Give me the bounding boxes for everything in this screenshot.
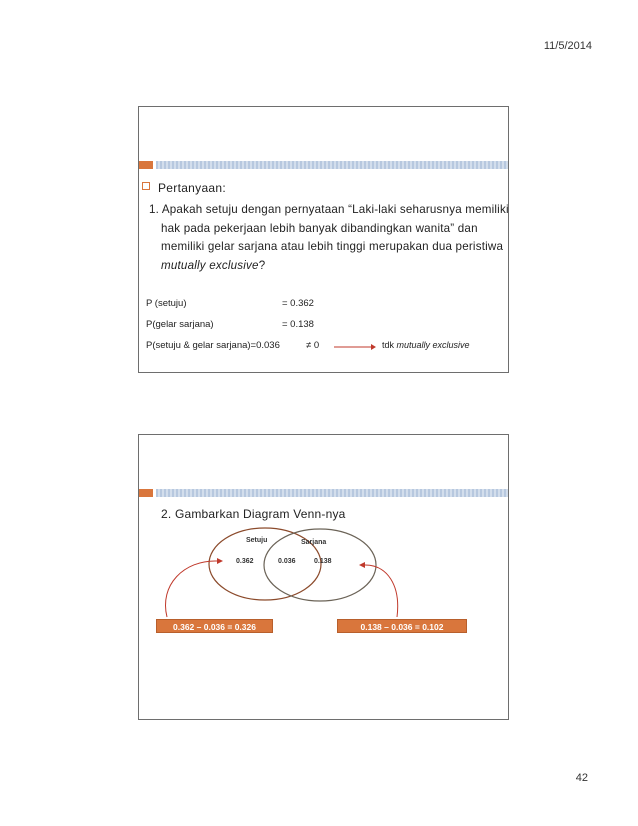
slide-2-title: 2. Gambarkan Diagram Venn-nya — [161, 507, 346, 521]
curved-arrow-right — [365, 565, 398, 617]
slide-1 — [138, 106, 509, 373]
arrow-right-icon — [334, 343, 376, 351]
question-suffix: ? — [258, 258, 266, 272]
probability-row-setuju — [146, 298, 314, 309]
bar-accent-blue — [156, 161, 508, 169]
arrowhead-left-icon — [217, 558, 223, 564]
slide-2 — [138, 434, 509, 720]
prob-value: = 0.362 — [282, 298, 314, 309]
venn-label-sarjana: Sarjana — [301, 539, 327, 546]
prob-label: P(setuju & gelar sarjana)=0.036 — [146, 340, 280, 351]
page-date: 11/5/2014 — [543, 40, 592, 52]
arrowhead-right-icon — [359, 562, 365, 568]
venn-diagram — [139, 435, 508, 719]
venn-label-setuju: Setuju — [246, 537, 268, 544]
result-box-left: 0.362 – 0.036 = 0.326 — [156, 619, 273, 633]
conclusion-italic: mutually exclusive — [396, 340, 470, 350]
question-text — [149, 201, 513, 275]
prob-value: = 0.138 — [282, 319, 314, 330]
bullet-line — [142, 181, 226, 195]
prob-label: P (setuju) — [146, 298, 187, 309]
square-bullet-icon — [142, 182, 150, 190]
probability-row-sarjana — [146, 319, 314, 330]
question-italic: mutually exclusive — [161, 258, 259, 272]
prob-label: P(gelar sarjana) — [146, 319, 214, 330]
venn-value-only-setuju: 0.362 — [236, 558, 254, 565]
conclusion-prefix: tdk — [382, 340, 397, 350]
slide-1-header-bar — [139, 161, 508, 169]
not-equal-text: ≠ 0 — [306, 340, 320, 351]
bullet-label: Pertanyaan: — [158, 181, 227, 195]
page-number: 42 — [575, 772, 588, 784]
venn-value-only-sarjana: 0.138 — [314, 558, 332, 565]
venn-value-intersection: 0.036 — [278, 558, 296, 565]
bar-accent-orange — [139, 161, 153, 169]
conclusion-text — [382, 340, 470, 350]
result-box-right: 0.138 – 0.036 = 0.102 — [337, 619, 467, 633]
question-prefix: 1. Apakah setuju dengan pernyataan “Laki-laki seharusnya memiliki hak pada pekerjaan lebih banyak dibandingkan wanita” dan memiliki gelar sarjana atau lebih tinggi merupakan dua peristiwa — [149, 203, 509, 253]
probability-row-intersection — [146, 340, 470, 351]
